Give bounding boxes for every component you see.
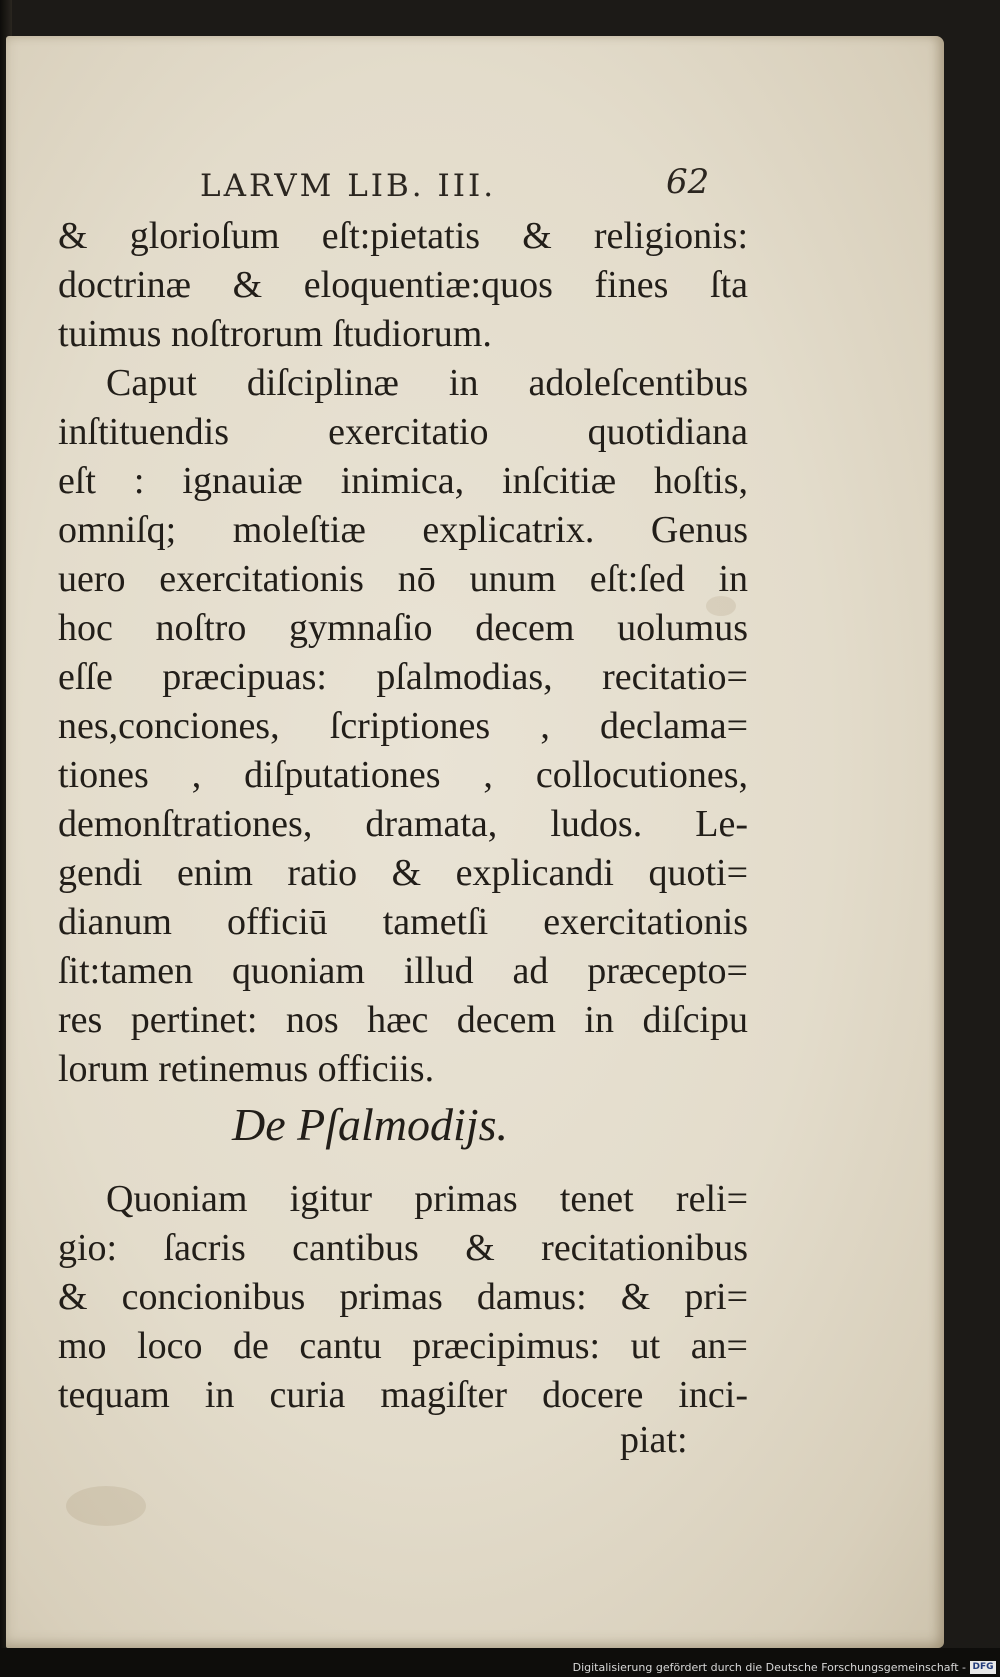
text-line: inſtituendis exercitatio quotidiana: [58, 411, 748, 453]
text-line: & concionibus primas damus: & pri=: [58, 1276, 748, 1318]
text-line: mo loco de cantu præcipimus: ut an=: [58, 1325, 748, 1367]
text-line: tequam in curia magiſter docere inci-: [58, 1374, 748, 1416]
text-line: uero exercitationis nō unum eſt:ſed in: [58, 558, 748, 600]
text-line: gio: ſacris cantibus & recitationibus: [58, 1227, 748, 1269]
text-line: Quoniam igitur primas tenet reli=: [106, 1178, 748, 1220]
running-head-title: LARVM LIB. III.: [200, 168, 497, 204]
text-line: eſſe præcipuas: pſalmodias, recitatio=: [58, 656, 748, 698]
section-text-block: [58, 1175, 748, 1420]
text-line: tiones , diſputationes , collocutiones,: [58, 754, 748, 796]
text-line: hoc noſtro gymnaſio decem uolumus: [58, 607, 748, 649]
section-heading: De Pſalmodijs.: [232, 1099, 508, 1150]
text-line: nes,conciones, ſcriptiones , declama=: [58, 705, 748, 747]
text-line: ſit:tamen quoniam illud ad præcepto=: [58, 950, 748, 992]
text-line: Caput diſciplinæ in adoleſcentibus: [106, 362, 748, 404]
text-line: omniſq; moleſtiæ explicatrix. Genus: [58, 509, 748, 551]
text-line: tuimus noſtrorum ſtudiorum.: [58, 313, 492, 355]
text-line: & glorioſum eſt:pietatis & religionis:: [58, 215, 748, 257]
digitization-credit: Digitalisierung gefördert durch die Deutsche Forschungsgemeinschaft -: [572, 1661, 966, 1674]
page-number: 62: [666, 162, 710, 202]
text-line: gendi enim ratio & explicandi quoti=: [58, 852, 748, 894]
text-line: res pertinet: nos hæc decem in diſcipu: [58, 999, 748, 1041]
text-line: lorum retinemus officiis.: [58, 1048, 435, 1090]
dfg-logo: DFG: [970, 1661, 996, 1674]
text-line: eſt : ignauiæ inimica, inſcitiæ hoſtis,: [58, 460, 748, 502]
text-line: demonſtrationes, dramata, ludos. Le-: [58, 803, 748, 845]
text-line: doctrinæ & eloquentiæ:quos fines ſta: [58, 264, 748, 306]
text-line: dianum officiū tametſi exercitationis: [58, 901, 748, 943]
running-head: [200, 160, 720, 210]
catchword: piat:: [620, 1419, 688, 1461]
main-text-block: [58, 212, 748, 1094]
paper-stain: [66, 1486, 146, 1526]
